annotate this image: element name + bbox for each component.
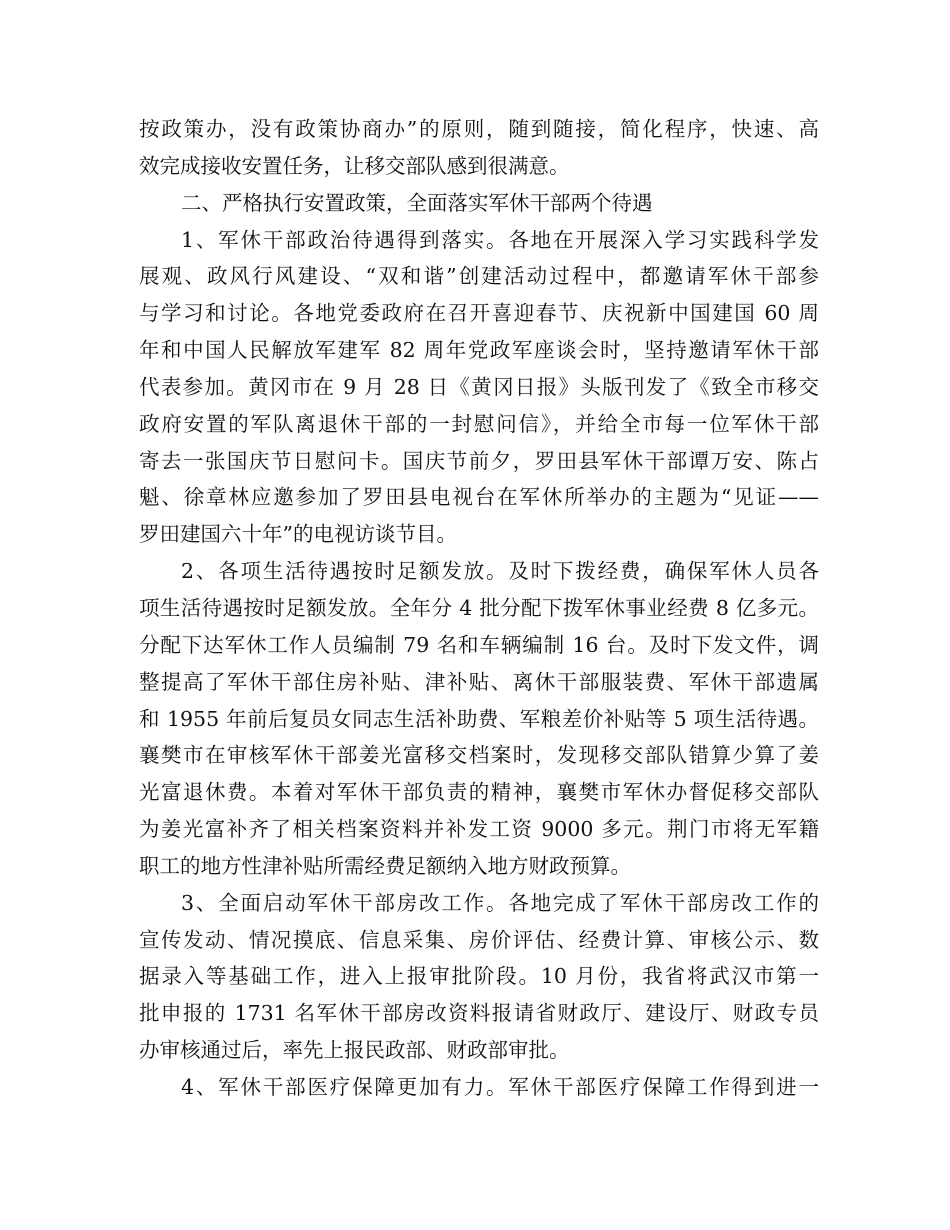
text-line: 二、严格执行安置政策，全面落实军休干部两个待遇 [181,190,653,215]
text-line: 据录入等基础工作，进入上报审批阶段。10 月份，我省将武汉市第一 [139,964,819,989]
text-line: 效完成接收安置任务，让移交部队感到很满意。 [139,153,570,178]
text-line: 襄樊市在审核军休干部姜光富移交档案时，发现移交部队错算少算了姜 [139,743,819,768]
text-line: 2、各项生活待遇按时足额发放。及时下拨经费，确保军休人员各 [181,559,819,584]
text-line: 寄去一张国庆节日慰问卡。国庆节前夕，罗田县军休干部谭万安、陈占 [139,448,819,473]
text-line: 批申报的 1731 名军休干部房改资料报请省财政厅、建设厅、财政专员 [139,1001,819,1026]
text-line: 年和中国人民解放军建军 82 周年党政军座谈会时，坚持邀请军休干部 [139,338,819,363]
text-line: 办审核通过后，率先上报民政部、财政部审批。 [139,1038,570,1063]
text-line: 职工的地方性津补贴所需经费足额纳入地方财政预算。 [139,853,631,878]
text-line: 展观、政风行风建设、“双和谐”创建活动过程中，都邀请军休干部参 [139,264,819,289]
text-line: 项生活待遇按时足额发放。全年分 4 批分配下拨军休事业经费 8 亿多元。 [139,595,819,620]
text-line: 1、军休干部政治待遇得到落实。各地在开展深入学习实践科学发 [181,227,819,252]
text-line: 和 1955 年前后复员女同志生活补助费、军粮差价补贴等 5 项生活待遇。 [139,706,819,731]
text-line: 魁、徐章林应邀参加了罗田县电视台在军休所举办的主题为“见证—— [139,485,819,510]
text-line: 按政策办，没有政策协商办”的原则，随到随接，简化程序，快速、高 [139,117,819,141]
text-line: 整提高了军休干部住房补贴、津补贴、离休干部服装费、军休干部遗属 [139,669,819,694]
text-line: 代表参加。黄冈市在 9 月 28 日《黄冈日报》头版刊发了《致全市移交 [139,374,819,399]
text-line: 分配下达军休工作人员编制 79 名和车辆编制 16 台。及时下发文件，调 [139,632,819,657]
text-line: 政府安置的军队离退休干部的一封慰问信》，并给全市每一位军休干部 [139,411,819,436]
document-body [139,111,819,1106]
text-line: 光富退休费。本着对军休干部负责的精神，襄樊市军休办督促移交部队 [139,780,819,805]
text-line: 为姜光富补齐了相关档案资料并补发工资 9000 多元。荆门市将无军籍 [139,817,819,842]
text-line: 3、全面启动军休干部房改工作。各地完成了军休干部房改工作的 [181,890,819,915]
text-line: 与学习和讨论。各地党委政府在召开喜迎春节、庆祝新中国建国 60 周 [139,301,819,326]
text-line: 罗田建国六十年”的电视访谈节目。 [139,522,457,547]
text-line: 宣传发动、情况摸底、信息采集、房价评估、经费计算、审核公示、数 [139,927,819,952]
text-line: 4、军休干部医疗保障更加有力。军休干部医疗保障工作得到进一 [181,1074,819,1099]
